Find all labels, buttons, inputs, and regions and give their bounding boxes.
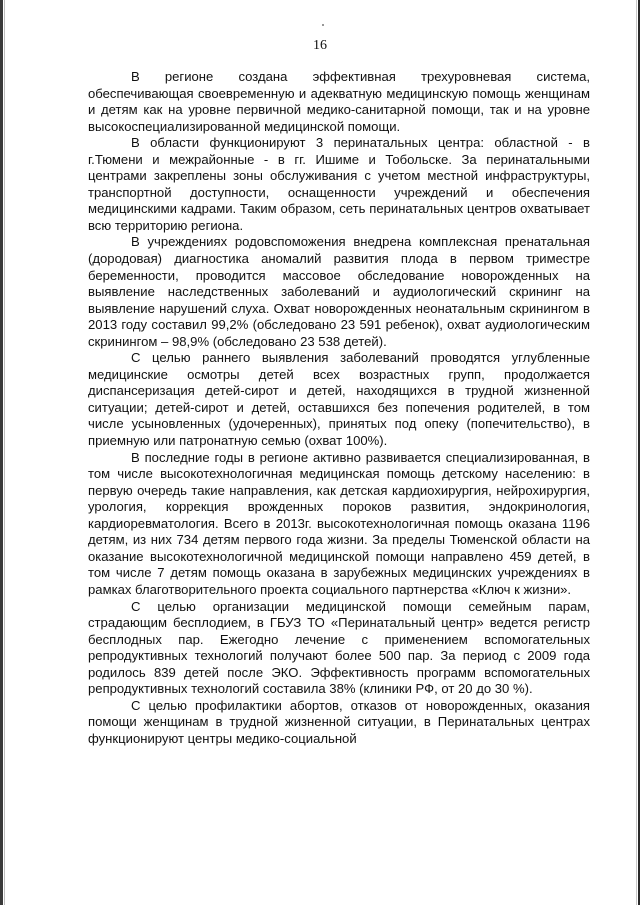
scan-border-left [0, 0, 3, 905]
scan-speck [322, 24, 324, 26]
scan-border-right-shadow [636, 0, 637, 905]
paragraph-abortion-prevention: С целью профилактики абортов, отказов от новорожденных, оказания помощи женщинам в трудной жизненной ситуации, в Перинатальных центрах функционируют центры медико-социальной [88, 697, 590, 746]
paragraph-infertility-care: С целью организации медицинской помощи семейным парам, страдающим бесплодием, в ГБУЗ ТО «Перинатальный центр» ведется регистр бесплодных пар. Ежегодно лечение с применением вспомогательных репродуктивных технологий получают более 500 пар. За период с 2009 года родилось 839 детей после ЭКО. Эффективность программ вспомогательных репродуктивных технологий составила 38% (клиники РФ, от 20 до 30 %). [88, 598, 590, 697]
paragraph-prenatal-screening: В учреждениях родовспоможения внедрена комплексная пренатальная (дородовая) диагностика аномалий развития плода в первом триместре беременности, проводится массовое обследование новорожденных на выявление наследственных заболеваний и аудиологический скрининг на выявление нарушений слуха. Охват новорожденных неонатальным скринингом в 2013 году составил 99,2% (обследовано 23 591 ребенок), охват аудиологическим скринингом – 98,9% (обследовано 23 538 детей). [88, 234, 590, 349]
scan-border-left-shadow [4, 0, 5, 905]
paragraph-care-system: В регионе создана эффективная трехуровневая система, обеспечивающая своевременную и адекватную медицинскую помощь женщинам и детям как на уровне первичной медико-санитарной помощи, так и на уровне высокоспециализированной медицинской помощи. [88, 69, 590, 134]
document-body [88, 69, 590, 747]
page-number: 16 [313, 38, 327, 53]
paragraph-medical-examinations: С целью раннего выявления заболеваний проводятся углубленные медицинские осмотры детей всех возрастных групп, продолжается диспансеризация детей-сирот и детей, находящихся в трудной жизненной ситуации; детей-сирот и детей, оставшихся без попечения родителей, в том числе усыновленных (удочеренных), принятых под опеку (попечительство), в приемную или патронатную семью (охват 100%). [88, 350, 590, 449]
paragraph-perinatal-centers: В области функционируют 3 перинатальных центра: областной - в г.Тюмени и межрайонные - в гг. Ишиме и Тобольске. За перинатальными центрами закреплены зоны обслуживания с учетом местной инфраструктуры, транспортной доступности, оснащенности учреждений и обеспечения медицинскими кадрами. Таким образом, сеть перинатальных центров охватывает всю территорию региона. [88, 135, 590, 233]
paragraph-high-tech-care: В последние годы в регионе активно развивается специализированная, в том числе высокотехнологичная медицинская помощь детскому населению: в первую очередь такие направления, как детская кардиохирургия, нейрохирургия, урология, коррекция врожденных пороков развития, эндокринология, кардиоревматология. Всего в 2013г. высокотехнологичная помощь оказана 1196 детям, из них 734 детям первого года жизни. За пределы Тюменской области на оказание высокотехнологичной медицинской помощи направлено 459 детей, в том числе 7 детям помощь оказана в зарубежных медицинских учреждениях в рамках благотворительного проекта социального партнерства «Ключ к жизни». [88, 449, 590, 597]
